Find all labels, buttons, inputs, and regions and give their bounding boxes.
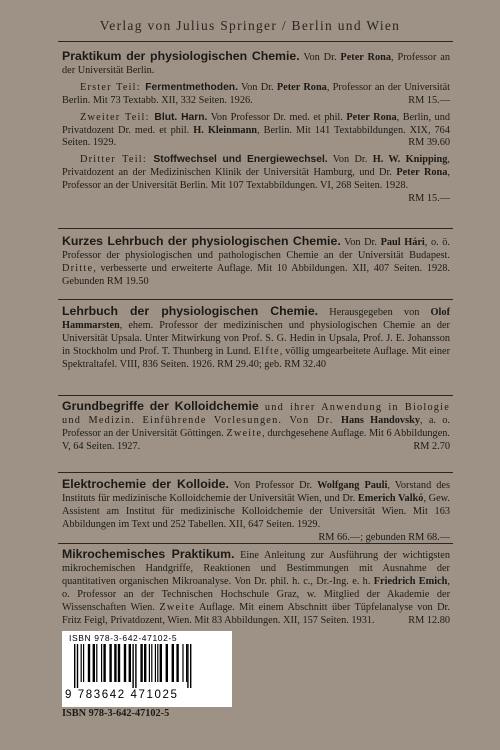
- author: Paul Hári: [380, 237, 425, 248]
- book-title: Elektrochemie der Kolloide.: [62, 477, 229, 491]
- barcode-bar: [129, 644, 131, 682]
- barcode-bar: [144, 644, 146, 682]
- barcode-bar: [151, 644, 152, 682]
- book-title: Kurzes Lehrbuch der physiologischen Chemie.: [62, 234, 341, 248]
- divider: [58, 299, 453, 300]
- divider: [58, 228, 453, 229]
- book-title: Lehrbuch der physiologischen Chemie.: [62, 304, 319, 318]
- barcode-bar: [124, 644, 126, 682]
- barcode-bar: [81, 644, 82, 682]
- barcode-bar: [135, 644, 136, 688]
- barcode-bar: [132, 644, 133, 688]
- divider: [58, 41, 453, 42]
- price: RM 15.—: [408, 193, 450, 205]
- barcode-bars: [72, 644, 222, 688]
- book-title: Grundbegriffe der Kolloidchemie: [62, 399, 259, 413]
- book-title: Praktikum der physiologischen Chemie.: [62, 49, 300, 63]
- barcode-bar: [166, 644, 168, 682]
- volume-title: Blut. Harn.: [154, 111, 208, 123]
- barcode-bar: [190, 644, 191, 688]
- author: Olof Hammarsten: [62, 307, 450, 331]
- author: Friedrich Emich: [373, 575, 448, 587]
- barcode-bar: [182, 644, 183, 682]
- price: RM 12.80: [408, 614, 450, 626]
- book-entry-kurzes-lehrbuch: Kurzes Lehrbuch der physiologischen Chemie. Von Dr. Paul Hári, o. ö. Professor der physiologischen und pathologischen Chemie an der Universität Budapest. Dritte, verbesserte und erweiterte Auflage. Mit 10 Abbildungen. XII, 407 Seiten. 1928. Gebunden RM 19.50: [62, 234, 450, 287]
- book-entry-mikrochemisches: Mikrochemisches Praktikum. Eine Anleitung zur Ausführung der wichtigsten mikrochemischen Handgriffe, Reaktionen und Bestimmungen mit Ausnahme der quantitativen organischen Mikroanalyse. Von Dr. phil. h. c., Dr.-Ing. e. h. Friedrich Emich, o. Professor an der Technischen Hochschule Graz, w. Mitglied der Akademie der Wissenschaften Wien. Zweite Auflage. Mit einem Abschnitt über Tüpfelanalyse von Dr. Fritz Feigl, Privatdozent, Wien. Mit 83 Abbildungen. XII, 157 Seiten. 1931. RM 12.80: [62, 547, 450, 626]
- barcode-bar: [101, 644, 102, 682]
- price: RM 15.—: [408, 94, 450, 106]
- barcode-bar: [103, 644, 105, 682]
- price: RM 39.60: [408, 137, 450, 149]
- price: RM 66.—; gebunden RM 68.—: [318, 531, 450, 543]
- barcode-bar: [83, 644, 84, 682]
- volume-title: Stoffwechsel und Energiewechsel.: [153, 154, 328, 166]
- volume-title: Fermentmethoden.: [145, 81, 238, 93]
- author: Emerich Valkó: [357, 492, 424, 504]
- price: RM 2.70: [413, 440, 450, 452]
- book-entry-lehrbuch-hammarsten: Lehrbuch der physiologischen Chemie. Herausgegeben von Olof Hammarsten, ehem. Professor der medizinischen und physiologischen Chemie an der Universität Upsala. Unter Mitwirkung von Prof. S. G. Hedin in Upsala, Prof. J. E. Johansson in Stockholm und Prof. T. Thunberg in Lund. Elfte, völlig umgearbeitete Auflage. Mit einer Spektraltafel. VIII, 836 Seiten. 1926. RM 29.40; geb. RM 32.40: [62, 304, 450, 370]
- isbn-footer: ISBN 978-3-642-47102-5: [62, 708, 170, 719]
- divider: [58, 472, 453, 473]
- barcode-number: 9 783642 471025: [65, 689, 179, 701]
- barcode-bar: [157, 644, 158, 682]
- barcode-bar: [186, 644, 187, 682]
- author: Wolfgang Pauli: [317, 480, 388, 491]
- publisher-header: Verlag von Julius Springer / Berlin und Wien: [99, 18, 401, 33]
- barcode-bar: [149, 644, 150, 682]
- book-title: Mikrochemisches Praktikum.: [62, 547, 235, 561]
- barcode-bar: [140, 644, 142, 682]
- barcode-bar: [93, 644, 95, 682]
- barcode-bar: [88, 644, 90, 682]
- book-entry-elektrochemie: Elektrochemie der Kolloide. Von Professor Dr. Wolfgang Pauli, Vorstand des Instituts für medizinische Kolloidchemie der Universität Wien, und Dr. Emerich Valkó, Gew. Assistent am Institut für medizinische Kolloidchemie der Universität Wien. Mit 163 Abbildungen im Text und 252 Tabellen. XII, 647 Seiten. 1929. RM 66.—; gebunden RM 68.—: [62, 477, 450, 543]
- barcode-isbn-label: ISBN 978-3-642-47102-5: [69, 633, 178, 643]
- barcode-bar: [155, 644, 156, 682]
- barcode-bar: [109, 644, 111, 682]
- author: Hans Handovsky: [340, 414, 420, 426]
- barcode-bar: [160, 644, 162, 682]
- barcode: [62, 631, 232, 707]
- barcode-bar: [74, 644, 75, 688]
- divider: [58, 395, 453, 396]
- divider: [58, 543, 453, 544]
- barcode-bar: [114, 644, 116, 682]
- barcode-bar: [187, 644, 188, 688]
- barcode-bar: [176, 644, 178, 682]
- book-entry-kolloidchemie: Grundbegriffe der Kolloidchemie und ihrer Anwendung in Biologie und Medizin. Einführende Vorlesungen. Von Dr. Hans Handovsky, a. o. Professor an der Universität Göttingen. Zweite, durchgesehene Auflage. Mit 6 Abbildungen. V, 64 Seiten. 1927. RM 2.70: [62, 399, 451, 452]
- barcode-bar: [118, 644, 120, 682]
- author: Peter Rona: [340, 52, 392, 63]
- barcode-bar: [172, 644, 174, 682]
- book-entry-praktikum: Praktikum der physiologischen Chemie. Von Dr. Peter Rona, Professor an der Universität Berlin. Erster Teil: Fermentmethoden. Von Dr. Peter Rona, Professor an der Universität Berlin. Mit 73 Textabb. XII, 332 Seiten. 1926. RM 15.— Zweiter Teil: Blut. Harn. Von Professor Dr. med. et phil. Peter Rona, Berlin, und Privatdozent Dr. med. et phil. H. Kleinmann, Berlin. Mit 141 Textabbildungen. XIX, 764 Seiten. 1929. RM 39.60 Dritter Teil: Stoffwechsel und Energiewechsel. Von Dr. H. W. Knipping, Privatdozent an der Medizinischen Klinik der Universität Hamburg, und Dr. Peter Rona, Professor an der Universität Berlin. Mit 107 Textabbildungen. VI, 268 Seiten. 1928. RM 15.—: [62, 49, 451, 205]
- barcode-bar: [96, 644, 97, 682]
- barcode-bar: [77, 644, 78, 688]
